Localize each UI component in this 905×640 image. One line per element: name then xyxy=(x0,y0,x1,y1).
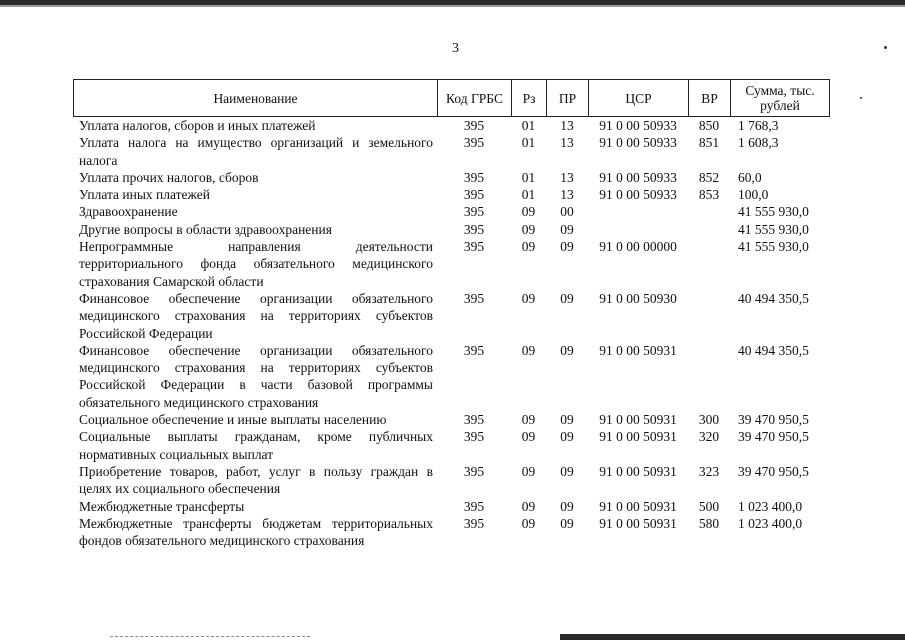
table-row xyxy=(73,428,829,463)
cell-grbs: 395 xyxy=(463,429,485,445)
cell-csr xyxy=(588,221,688,238)
cell-grbs: 395 xyxy=(463,290,485,306)
cell-pr: 09 xyxy=(560,412,574,428)
cell-csr: 91 0 00 50931 xyxy=(599,412,677,428)
cell-vr: 852 xyxy=(698,169,720,185)
cell-sum: 40 494 350,5 xyxy=(738,290,809,306)
cell-vr xyxy=(688,342,730,411)
table-row xyxy=(73,186,829,203)
page-number: 3 xyxy=(452,41,459,56)
cell-pr: 09 xyxy=(560,498,574,514)
cell-sum: 1 768,3 xyxy=(738,118,779,133)
cell-name: Финансовое обеспечение организации обязательного медицинского страхования на территориях субъектов Российской Федерации xyxy=(79,290,433,341)
cell-sum: 40 494 350,5 xyxy=(738,342,809,358)
cell-pr: 13 xyxy=(560,187,574,203)
table-row xyxy=(73,498,829,515)
cell-name: Приобретение товаров, работ, услуг в пользу граждан в целях их социального обеспечения xyxy=(79,463,433,497)
cell-name: Уплата прочих налогов, сборов xyxy=(79,169,259,185)
cell-pr: 13 xyxy=(560,118,574,133)
cell-sum: 41 555 930,0 xyxy=(738,239,809,255)
cell-name: Межбюджетные трансферты бюджетам территориальных фондов обязательного медицинского страхования xyxy=(79,515,433,549)
cell-vr: 580 xyxy=(698,515,720,531)
cell-pr: 09 xyxy=(560,290,574,306)
table-row xyxy=(73,342,829,411)
cell-rz: 01 xyxy=(521,187,536,203)
cell-grbs: 395 xyxy=(463,187,485,203)
header-vr: ВР xyxy=(689,80,731,117)
cell-name: Другие вопросы в области здравоохранения xyxy=(79,221,332,237)
cell-vr: 500 xyxy=(698,498,720,514)
cell-grbs: 395 xyxy=(463,221,485,237)
cell-pr: 09 xyxy=(560,221,574,237)
header-pr: ПР xyxy=(547,80,589,117)
table-row xyxy=(73,463,829,498)
header-grbs: Код ГРБС xyxy=(438,80,512,117)
cell-rz: 01 xyxy=(521,169,536,185)
cell-pr: 13 xyxy=(560,169,574,185)
header-sum: Сумма, тыс. рублей xyxy=(731,80,830,117)
cell-grbs: 395 xyxy=(463,204,485,220)
cell-csr: 91 0 00 50933 xyxy=(599,169,677,185)
cell-grbs: 395 xyxy=(463,169,485,185)
cell-csr: 91 0 00 50933 xyxy=(599,118,677,133)
cell-vr: 323 xyxy=(698,463,720,479)
cell-name: Непрограммные направления деятельности территориального фонда обязательного медицинского страхования Самарской области xyxy=(79,239,433,289)
table-row xyxy=(73,134,829,169)
cell-pr: 09 xyxy=(560,515,574,531)
cell-sum: 100,0 xyxy=(738,187,769,203)
cell-csr: 91 0 00 50930 xyxy=(599,290,677,306)
scan-speck xyxy=(860,97,862,99)
cell-grbs: 395 xyxy=(463,239,485,255)
cell-rz: 09 xyxy=(521,463,536,479)
cell-sum: 41 555 930,0 xyxy=(738,221,809,237)
cell-sum: 1 608,3 xyxy=(738,135,779,151)
table-row xyxy=(73,238,829,290)
cell-rz: 01 xyxy=(521,135,536,151)
table-header xyxy=(73,79,830,117)
cell-grbs: 395 xyxy=(463,498,485,514)
cell-rz: 09 xyxy=(521,429,536,445)
cell-pr: 09 xyxy=(560,239,574,255)
cell-rz: 09 xyxy=(521,290,536,306)
cell-grbs: 395 xyxy=(463,515,485,531)
cell-pr: 00 xyxy=(560,204,574,220)
cell-rz: 09 xyxy=(521,204,536,220)
cell-vr xyxy=(688,290,730,342)
cell-pr: 13 xyxy=(560,135,574,151)
cell-vr xyxy=(688,221,730,238)
cell-sum: 1 023 400,0 xyxy=(738,515,803,531)
cell-name: Уплата иных платежей xyxy=(79,187,210,203)
cell-sum: 39 470 950,5 xyxy=(738,412,809,428)
header-csr: ЦСР xyxy=(589,80,689,117)
cell-grbs: 395 xyxy=(463,412,485,428)
table-row xyxy=(73,221,829,238)
table-row xyxy=(73,117,829,134)
scan-artifact-line xyxy=(110,636,310,637)
cell-sum: 39 470 950,5 xyxy=(738,463,809,479)
cell-grbs: 395 xyxy=(463,118,485,133)
budget-table xyxy=(73,117,829,564)
cell-rz: 09 xyxy=(521,239,536,255)
cell-csr: 91 0 00 50931 xyxy=(599,463,677,479)
cell-rz: 01 xyxy=(521,118,536,133)
table-row xyxy=(73,411,829,428)
cell-grbs: 395 xyxy=(463,463,485,479)
scan-border-bottom xyxy=(560,634,905,640)
cell-name: Межбюджетные трансферты xyxy=(79,498,245,514)
cell-name: Здравоохранение xyxy=(79,204,178,220)
cell-vr: 300 xyxy=(698,412,720,428)
cell-pr: 09 xyxy=(560,463,574,479)
table-row xyxy=(73,515,829,564)
cell-name: Финансовое обеспечение организации обязательного медицинского страхования на территориях субъектов Российской Федерации в части базовой программы обязательного медицинского страхования xyxy=(79,342,433,410)
cell-csr xyxy=(588,203,688,220)
cell-grbs: 395 xyxy=(463,342,485,358)
cell-name: Социальные выплаты гражданам, кроме публичных нормативных социальных выплат xyxy=(79,429,433,462)
scan-speck xyxy=(884,46,887,49)
header-name: Наименование xyxy=(74,80,438,117)
cell-rz: 09 xyxy=(521,221,536,237)
cell-vr: 853 xyxy=(698,187,720,203)
cell-rz: 09 xyxy=(521,412,536,428)
table-row xyxy=(73,169,829,186)
cell-vr xyxy=(688,203,730,220)
cell-vr: 851 xyxy=(698,135,720,151)
cell-csr: 91 0 00 00000 xyxy=(599,239,677,255)
cell-rz: 09 xyxy=(521,515,536,531)
cell-grbs: 395 xyxy=(463,135,485,151)
cell-csr: 91 0 00 50931 xyxy=(599,515,677,531)
cell-pr: 09 xyxy=(560,342,574,358)
cell-sum: 41 555 930,0 xyxy=(738,204,809,220)
cell-csr: 91 0 00 50933 xyxy=(599,187,677,203)
cell-sum: 1 023 400,0 xyxy=(738,498,803,514)
table-row xyxy=(73,290,829,342)
header-rz: Рз xyxy=(512,80,547,117)
cell-vr xyxy=(688,238,730,290)
scan-border-top-edge xyxy=(0,5,905,7)
cell-name: Уплата налога на имущество организаций и земельного налога xyxy=(79,135,433,168)
cell-rz: 09 xyxy=(521,342,536,358)
cell-csr: 91 0 00 50931 xyxy=(599,498,677,514)
cell-csr: 91 0 00 50931 xyxy=(599,342,677,358)
cell-csr: 91 0 00 50931 xyxy=(599,429,677,445)
table-row xyxy=(73,203,829,220)
cell-sum: 60,0 xyxy=(738,169,762,185)
cell-name: Уплата налогов, сборов и иных платежей xyxy=(79,118,316,133)
cell-csr: 91 0 00 50933 xyxy=(599,135,677,151)
cell-vr: 850 xyxy=(698,118,720,133)
cell-name: Социальное обеспечение и иные выплаты населению xyxy=(79,412,387,428)
cell-pr: 09 xyxy=(560,429,574,445)
cell-vr: 320 xyxy=(698,429,720,445)
cell-rz: 09 xyxy=(521,498,536,514)
cell-sum: 39 470 950,5 xyxy=(738,429,809,445)
